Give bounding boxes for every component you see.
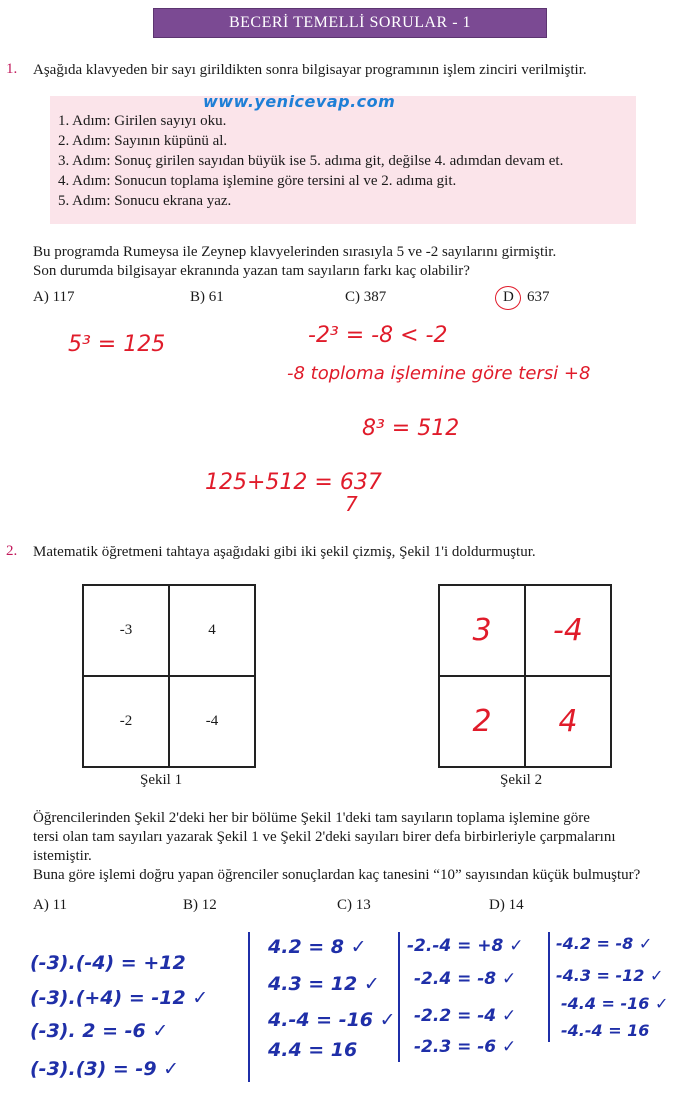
sekil-1-caption: Şekil 1 (140, 772, 183, 788)
sekil-2-cell: -4 (525, 585, 611, 676)
work-col4-line: -4.-4 = 16 (561, 1021, 650, 1040)
sekil-2-caption: Şekil 2 (500, 772, 543, 788)
step-1: 1. Adım: Girilen sayıyı oku. (58, 113, 227, 129)
step-2: 2. Adım: Sayının küpünü al. (58, 133, 228, 149)
work-col3-line: -2.3 = -6 ✓ (414, 1037, 517, 1057)
q1-option-d-value[interactable]: 637 (527, 289, 550, 305)
work-col2-line: 4.-4 = -16 ✓ (268, 1009, 396, 1031)
q2-option-b[interactable]: B) 12 (183, 897, 217, 913)
q2-option-a[interactable]: A) 11 (33, 897, 68, 913)
question-2-para-1: Öğrencilerinden Şekil 2'deki her bir bölüme Şekil 1'deki tam sayıların toplama işlemine göre (33, 810, 590, 826)
hw-cube-minus-2: -2³ = -8 < -2 (308, 323, 448, 348)
q1-option-a[interactable]: A) 117 (33, 289, 75, 305)
work-col3-line: -2.2 = -4 ✓ (414, 1006, 517, 1026)
q2-option-d[interactable]: D) 14 (489, 897, 524, 913)
work-col3-line: -2.4 = -8 ✓ (414, 969, 517, 989)
step-4: 4. Adım: Sonucun toplama işlemine göre tersini al ve 2. adıma git. (58, 173, 457, 189)
question-1-line-2: Son durumda bilgisayar ekranında yazan tam sayıların farkı kaç olabilir? (33, 263, 470, 279)
sekil-1-cell: -3 (83, 585, 169, 676)
sekil-1-grid (82, 584, 256, 768)
page-title: BECERİ TEMELLİ SORULAR - 1 (153, 8, 547, 38)
q1-option-d-letter[interactable]: D (503, 289, 514, 305)
question-2-number: 2. (6, 543, 18, 559)
work-col4-line: -4.3 = -12 ✓ (556, 966, 664, 985)
work-col2-line: 4.4 = 16 (268, 1039, 358, 1061)
work-col1-line: (-3).(-4) = +12 (30, 952, 186, 974)
hw-additive-inverse: -8 toploma işlemine göre tersi +8 (287, 363, 591, 384)
step-5: 5. Adım: Sonucu ekrana yaz. (58, 193, 232, 209)
hw-mark: 7 (345, 492, 358, 516)
sekil-1-cell: 4 (169, 585, 255, 676)
work-col1-line: (-3).(3) = -9 ✓ (30, 1058, 180, 1080)
work-col4-line: -4.4 = -16 ✓ (561, 994, 669, 1013)
sekil-2-cell: 3 (439, 585, 525, 676)
work-col3-line: -2.-4 = +8 ✓ (407, 936, 524, 956)
step-3: 3. Adım: Sonuç girilen sayıdan büyük ise 5. adıma git, değilse 4. adımdan devam et. (58, 153, 564, 169)
question-2-para-3: istemiştir. (33, 848, 92, 864)
sekil-1-cell: -2 (83, 676, 169, 767)
question-2-para-4: Buna göre işlemi doğru yapan öğrenciler sonuçlardan kaç tanesini “10” sayısından küçük bulmuştur? (33, 867, 641, 883)
work-divider (548, 932, 550, 1042)
sekil-2-cell: 4 (525, 676, 611, 767)
work-col4-line: -4.2 = -8 ✓ (556, 934, 653, 953)
question-1-number: 1. (6, 61, 18, 77)
hw-sum: 125+512 = 637 (205, 470, 382, 495)
work-divider (398, 932, 400, 1062)
hw-cube-8: 8³ = 512 (362, 416, 460, 441)
question-2-text: Matematik öğretmeni tahtaya aşağıdaki gibi iki şekil çizmiş, Şekil 1'i doldurmuştur. (33, 544, 536, 560)
sekil-1-cell: -4 (169, 676, 255, 767)
q2-option-c[interactable]: C) 13 (337, 897, 371, 913)
q1-option-b[interactable]: B) 61 (190, 289, 224, 305)
question-2-para-2: tersi olan tam sayıları yazarak Şekil 1 ve Şekil 2'deki sayıları birer defa birbirleriyle çarpmalarını (33, 829, 616, 845)
question-1-line-1: Bu programda Rumeysa ile Zeynep klavyelerinden sırasıyla 5 ve -2 sayılarını girmiştir. (33, 244, 557, 260)
work-col1-line: (-3). 2 = -6 ✓ (30, 1020, 169, 1042)
work-col1-line: (-3).(+4) = -12 ✓ (30, 987, 209, 1009)
hw-cube-5: 5³ = 125 (68, 332, 166, 357)
sekil-2-cell: 2 (439, 676, 525, 767)
work-divider (248, 932, 250, 1082)
q1-option-c[interactable]: C) 387 (345, 289, 387, 305)
watermark: www.yenicevap.com (203, 92, 396, 111)
question-1-text: Aşağıda klavyeden bir sayı girildikten sonra bilgisayar programının işlem zinciri verilmiştir. (33, 62, 587, 78)
work-col2-line: 4.2 = 8 ✓ (268, 936, 367, 958)
sekil-2-grid (438, 584, 612, 768)
work-col2-line: 4.3 = 12 ✓ (268, 973, 380, 995)
